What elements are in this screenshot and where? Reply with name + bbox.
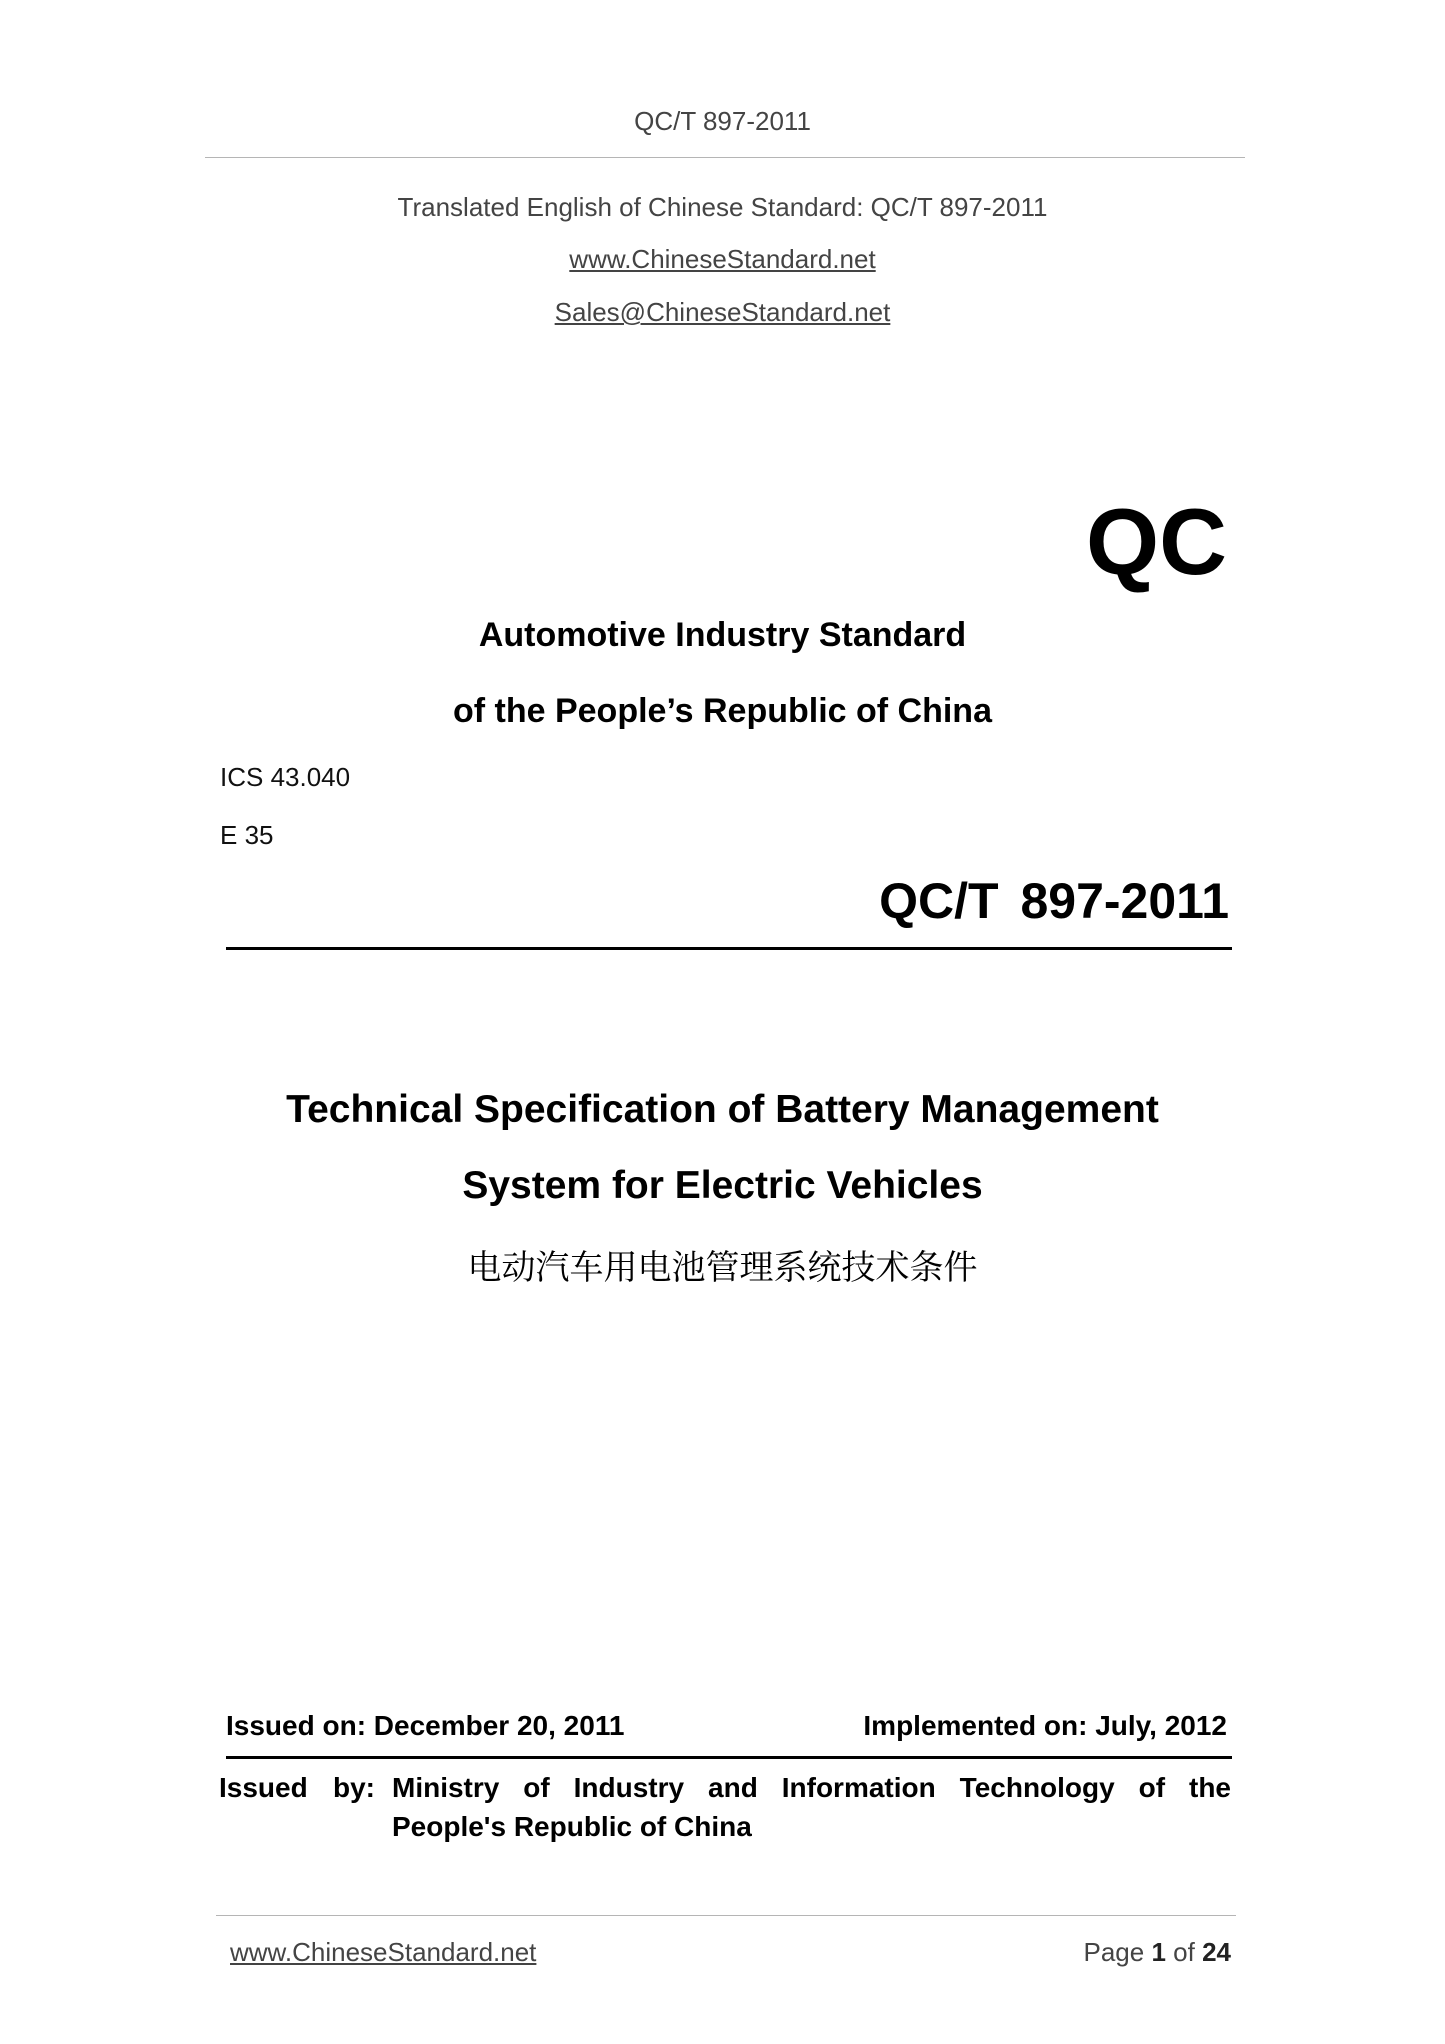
- issued-by-label: [219, 1768, 392, 1807]
- ccs-code: E 35: [220, 820, 274, 850]
- implemented-on-date: Implemented on: July, 2012: [863, 1710, 1227, 1741]
- header-divider: [205, 157, 1245, 158]
- standard-number-rule: [226, 947, 1232, 950]
- document-title-line1: Technical Specification of Battery Management: [286, 1088, 1159, 1131]
- standard-category-title-line2: of the People’s Republic of China: [452, 692, 992, 730]
- page-total-number: 24: [1202, 1937, 1231, 1967]
- translated-standard-line: Translated English of Chinese Standard: QC/T 897-2011: [397, 192, 1048, 222]
- sales-email-link[interactable]: Sales@ChineseStandard.net: [554, 297, 891, 327]
- footer-website-link[interactable]: www.ChineseStandard.net: [230, 1937, 537, 1967]
- footer-divider: [216, 1915, 1236, 1916]
- issued-by-block: [219, 1768, 1231, 1846]
- issuing-authority-line1: Ministry of Industry and Information Technology of the: [392, 1772, 1231, 1803]
- qc-standard-mark: QC: [1086, 489, 1227, 594]
- running-header-title: QC/T 897-2011: [634, 106, 811, 136]
- issuing-authority-line2: People's Republic of China: [392, 1811, 752, 1842]
- page-separator: of: [1173, 1937, 1195, 1967]
- standard-category-title-line1: Automotive Industry Standard: [478, 616, 967, 654]
- issuance-rule: [226, 1756, 1232, 1759]
- website-link-row: [0, 244, 1445, 275]
- issued-by-label-word1: Issued: [219, 1772, 308, 1803]
- email-link-row: [0, 297, 1445, 328]
- issued-on-date: Issued on: December 20, 2011: [226, 1710, 625, 1741]
- ics-code: ICS 43.040: [220, 762, 351, 792]
- website-link[interactable]: www.ChineseStandard.net: [569, 244, 876, 274]
- page-prefix: Page: [1083, 1937, 1145, 1967]
- issued-by-label-word2: by:: [333, 1772, 375, 1803]
- document-title-line2: System for Electric Vehicles: [462, 1164, 983, 1207]
- page-counter: [1083, 1937, 1231, 1968]
- document-title-chinese: 电动汽车用电池管理系统技术条件: [467, 1248, 978, 1288]
- page-current-number: 1: [1151, 1937, 1166, 1967]
- standard-number: QC/T 897-2011: [879, 873, 1229, 929]
